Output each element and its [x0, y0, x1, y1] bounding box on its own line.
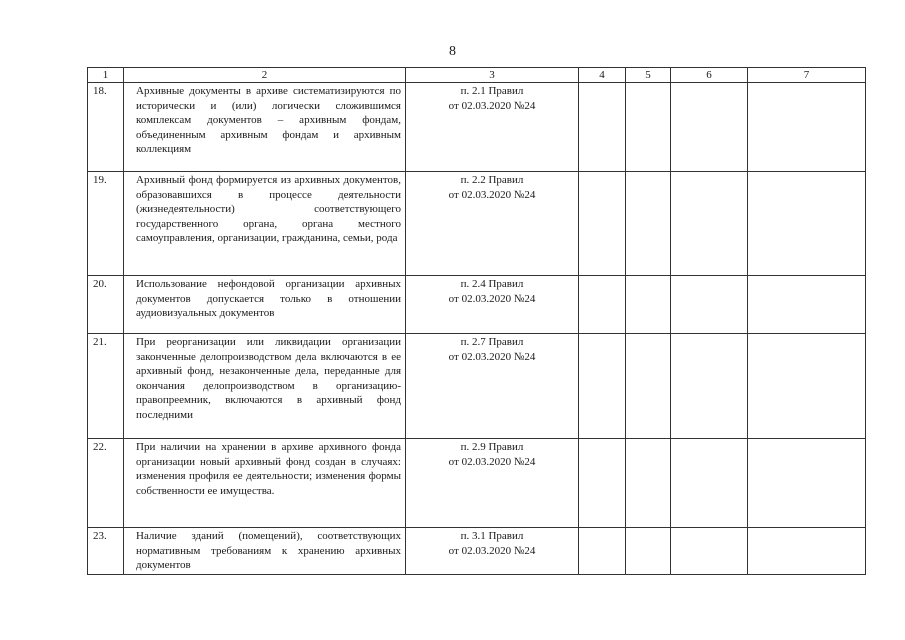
- row-number: 23.: [88, 528, 124, 575]
- empty-cell: [748, 276, 866, 334]
- empty-cell: [748, 439, 866, 528]
- reference-date: от 02.03.2020 №24: [448, 188, 536, 201]
- empty-cell: [579, 528, 626, 575]
- table-header-row: [88, 68, 866, 83]
- reference-clause: п. 3.1 Правил: [460, 530, 524, 542]
- table-row: [88, 83, 866, 172]
- empty-cell: [748, 528, 866, 575]
- legal-reference: [406, 334, 579, 439]
- empty-cell: [626, 172, 671, 276]
- empty-cell: [579, 439, 626, 528]
- requirement-text: При реорганизации или ликвидации организации законченные делопроизводством дела включаются в ее архивный фонд, незаконченные дела, переданные для окончания делопроизводством в организацию-правопреемник, включаются в архивный фонд последними: [124, 334, 406, 439]
- reference-date: от 02.03.2020 №24: [448, 350, 536, 363]
- empty-cell: [671, 334, 748, 439]
- empty-cell: [626, 528, 671, 575]
- reference-clause: п. 2.9 Правил: [460, 441, 524, 453]
- legal-reference: [406, 276, 579, 334]
- header-cell: 7: [748, 68, 866, 83]
- table-row: [88, 528, 866, 575]
- legal-reference: [406, 172, 579, 276]
- empty-cell: [671, 83, 748, 172]
- empty-cell: [626, 83, 671, 172]
- requirement-text: Архивный фонд формируется из архивных документов, образовавшихся в процессе деятельности (жизнедеятельности) соответствующего государственного органа, органа местного самоуправления, организации, гражданина, семьи, рода: [124, 172, 406, 276]
- header-cell: 5: [626, 68, 671, 83]
- empty-cell: [748, 334, 866, 439]
- requirement-text: При наличии на хранении в архиве архивного фонда организации новый архивный фонд создан в случаях: изменения профиля ее деятельности; изменения формы собственности ее имущества.: [124, 439, 406, 528]
- header-cell: 3: [406, 68, 579, 83]
- reference-date: от 02.03.2020 №24: [448, 544, 536, 557]
- reference-clause: п. 2.1 Правил: [460, 85, 524, 97]
- empty-cell: [579, 172, 626, 276]
- row-number: 19.: [88, 172, 124, 276]
- legal-reference: [406, 83, 579, 172]
- empty-cell: [579, 83, 626, 172]
- row-number: 18.: [88, 83, 124, 172]
- requirement-text: Архивные документы в архиве систематизируются по исторически и (или) логически сложившимся комплексам документов – архивным фондам, объединенным архивным фондам и архивным коллекциям: [124, 83, 406, 172]
- requirement-text: Использование нефондовой организации архивных документов допускается только в отношении аудиовизуальных документов: [124, 276, 406, 334]
- table-row: [88, 439, 866, 528]
- reference-date: от 02.03.2020 №24: [448, 99, 536, 112]
- empty-cell: [626, 334, 671, 439]
- empty-cell: [671, 172, 748, 276]
- legal-reference: [406, 439, 579, 528]
- empty-cell: [671, 276, 748, 334]
- empty-cell: [579, 334, 626, 439]
- row-number: 20.: [88, 276, 124, 334]
- table-row: [88, 334, 866, 439]
- empty-cell: [748, 83, 866, 172]
- reference-clause: п. 2.7 Правил: [460, 336, 524, 348]
- empty-cell: [671, 528, 748, 575]
- empty-cell: [671, 439, 748, 528]
- row-number: 21.: [88, 334, 124, 439]
- table-row: [88, 172, 866, 276]
- requirement-text: Наличие зданий (помещений), соответствующих нормативным требованиям к хранению архивных документов: [124, 528, 406, 575]
- row-number: 22.: [88, 439, 124, 528]
- legal-reference: [406, 528, 579, 575]
- empty-cell: [579, 276, 626, 334]
- reference-clause: п. 2.2 Правил: [460, 174, 524, 186]
- table-row: [88, 276, 866, 334]
- reference-clause: п. 2.4 Правил: [460, 278, 524, 290]
- header-cell: 2: [124, 68, 406, 83]
- header-cell: 1: [88, 68, 124, 83]
- empty-cell: [748, 172, 866, 276]
- reference-date: от 02.03.2020 №24: [448, 455, 536, 468]
- page-number: 8: [449, 44, 456, 59]
- header-cell: 6: [671, 68, 748, 83]
- empty-cell: [626, 276, 671, 334]
- checklist-table: [87, 67, 866, 575]
- header-cell: 4: [579, 68, 626, 83]
- reference-date: от 02.03.2020 №24: [448, 292, 536, 305]
- empty-cell: [626, 439, 671, 528]
